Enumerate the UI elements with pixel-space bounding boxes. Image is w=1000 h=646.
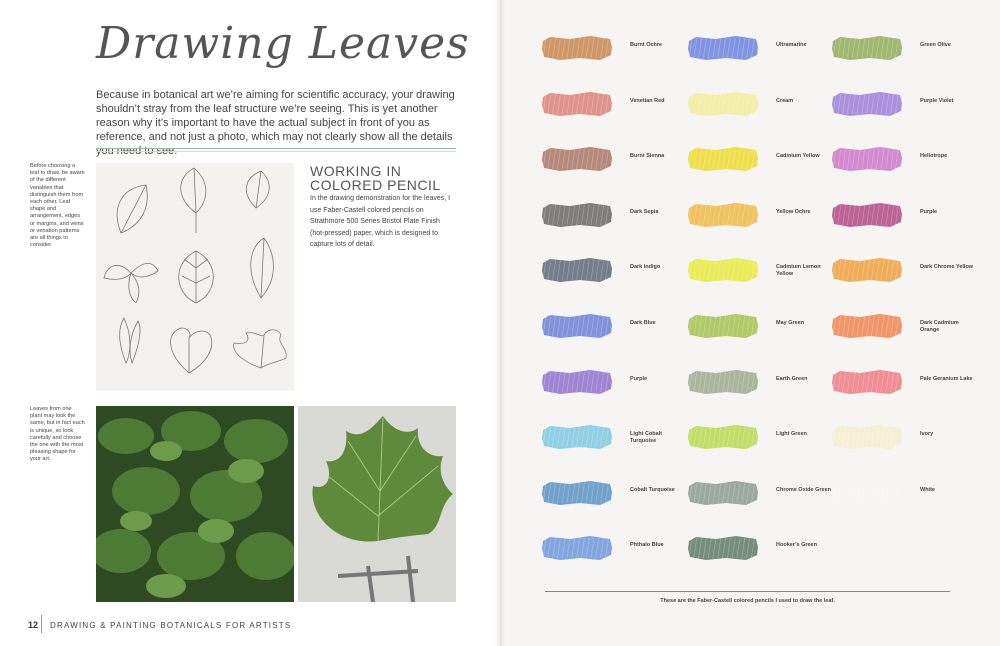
- color-swatch: [540, 424, 614, 450]
- swatch-label: Dark Cadmium Orange: [920, 320, 959, 333]
- color-swatch: [830, 369, 904, 395]
- side-note-variables: Before choosing a leaf to draw, be aware of the different variables that distinguish them from each other. Leaf shape and arrangement, edges or margins, and veins or venation patterns are all things to consider.: [30, 163, 85, 249]
- color-swatch: [830, 35, 904, 61]
- color-swatch: [540, 480, 614, 506]
- swatch-label: Dark Indigo: [630, 264, 661, 271]
- swatch-label: White: [920, 486, 935, 493]
- foliage-photo-illustration: [96, 406, 294, 602]
- swatch-stroke: [686, 35, 760, 61]
- swatch-label: Cobalt Turquoise: [630, 486, 675, 493]
- swatch-stroke: [830, 146, 904, 172]
- leaf-sketches-illustration: [96, 163, 294, 391]
- divider-rule: [96, 148, 456, 149]
- swatch-label: Light Cobalt Turquoise: [630, 431, 663, 444]
- swatch-label: May Green: [776, 320, 805, 326]
- color-swatch: [540, 535, 614, 561]
- swatch-stroke: [686, 202, 760, 228]
- footer-separator: [41, 615, 42, 633]
- swatch-stroke: [830, 313, 904, 339]
- swatch-stroke: [830, 91, 904, 117]
- swatch-label: Purple Violet: [920, 97, 954, 104]
- color-swatch: [830, 91, 904, 117]
- swatch-stroke: [540, 535, 614, 561]
- color-swatch: [540, 313, 614, 339]
- working-body: In the drawing demonstration for the leaves, I use Faber-Castell colored pencils on Strathmore 500 Series Bristol Plate Finish (hot-pressed) paper, which is designed to capture lots of detail.: [310, 195, 451, 248]
- swatch-label: Chrome Oxide Green: [776, 486, 832, 493]
- color-swatch: [686, 313, 760, 339]
- working-heading: WORKING IN COLORED PENCIL: [310, 163, 441, 193]
- page-number: 12: [28, 620, 39, 630]
- swatch-stroke: [686, 369, 760, 395]
- swatch-stroke: [686, 91, 760, 117]
- color-swatch: [830, 202, 904, 228]
- swatch-label: Purple: [920, 208, 938, 215]
- color-swatch: [540, 91, 614, 117]
- color-swatch: [686, 424, 760, 450]
- swatch-label: Light Green: [776, 431, 807, 438]
- swatch-label: Earth Green: [776, 375, 808, 382]
- color-swatch: [540, 369, 614, 395]
- color-swatch: [686, 535, 760, 561]
- swatch-stroke: [830, 369, 904, 395]
- swatch-caption: These are the Faber-Castell colored pencils I used to draw the leaf.: [660, 598, 835, 604]
- color-swatch: [830, 313, 904, 339]
- page-gutter: [495, 0, 505, 646]
- swatch-label: Cream: [776, 97, 794, 104]
- swatch-label: Cadmium Yellow: [776, 153, 820, 160]
- swatch-label: Green Olive: [920, 42, 951, 48]
- swatch-stroke: [540, 35, 614, 61]
- color-swatch: [686, 35, 760, 61]
- swatch-label: Yellow Ochre: [776, 208, 811, 215]
- swatch-stroke: [540, 369, 614, 395]
- color-swatch: [686, 257, 760, 283]
- color-swatch: [540, 257, 614, 283]
- single-leaf-illustration: [298, 406, 456, 602]
- color-swatch: [686, 91, 760, 117]
- swatch-stroke: [830, 202, 904, 228]
- swatch-stroke: [686, 424, 760, 450]
- color-swatch: [540, 35, 614, 61]
- swatch-label: Burnt Ochre: [630, 42, 663, 48]
- swatch-stroke: [540, 424, 614, 450]
- swatch-stroke: [830, 480, 904, 506]
- color-swatch: [686, 369, 760, 395]
- color-swatch: [540, 202, 614, 228]
- swatch-stroke: [540, 202, 614, 228]
- running-head: DRAWING & PAINTING BOTANICALS FOR ARTISTS: [50, 621, 292, 630]
- swatch-stroke: [540, 480, 614, 506]
- intro-paragraph: Because in botanical art we’re aiming for scientific accuracy, your drawing shouldn’t stray from the leaf structure we’re seeing. This is yet another reason why it’s important to have the actual subject in front of you as reference, and not just a photo, which may not clearly show all the details you need to see.: [96, 89, 455, 157]
- chart-rule: [545, 591, 950, 592]
- swatch-label: Pale Geranium Lake: [920, 375, 973, 382]
- page-title: Drawing Leaves: [96, 18, 470, 69]
- swatch-stroke: [686, 480, 760, 506]
- color-swatch: [686, 146, 760, 172]
- divider-rule-secondary: [96, 151, 456, 152]
- side-note-unique: Leaves from one plant may look the same, but in fact each is unique, so look carefully and choose the one with the most pleasing shape for your art.: [30, 406, 85, 463]
- swatch-label: Phthalo Blue: [630, 542, 664, 549]
- color-swatch: [830, 146, 904, 172]
- single-leaf-photo: [298, 406, 456, 602]
- swatch-stroke: [540, 146, 614, 172]
- swatch-label: Ivory: [920, 431, 934, 438]
- swatch-label: Dark Chrome Yellow: [920, 264, 974, 271]
- swatch-label: Heliotrope: [920, 153, 948, 160]
- swatch-label: Purple: [630, 375, 648, 382]
- swatch-label: Cadmium Lemon Yellow: [776, 264, 821, 278]
- swatch-stroke: [540, 257, 614, 283]
- swatch-label: Ultramarine: [776, 42, 807, 48]
- swatch-stroke: [540, 91, 614, 117]
- color-swatch: [686, 202, 760, 228]
- color-swatch: [830, 257, 904, 283]
- color-swatch: [830, 480, 904, 506]
- swatch-label: Venetian Red: [630, 97, 665, 104]
- swatch-stroke: [830, 424, 904, 450]
- swatch-stroke: [686, 535, 760, 561]
- swatch-stroke: [686, 257, 760, 283]
- swatch-stroke: [830, 257, 904, 283]
- swatch-stroke: [830, 35, 904, 61]
- swatch-stroke: [540, 313, 614, 339]
- color-swatch: [686, 480, 760, 506]
- leaf-plant-photo: [96, 406, 294, 602]
- swatch-stroke: [686, 146, 760, 172]
- swatch-stroke: [686, 313, 760, 339]
- swatch-label: Burnt Sienna: [630, 153, 665, 160]
- color-swatch: [540, 146, 614, 172]
- swatch-label: Hooker’s Green: [776, 542, 817, 549]
- color-swatch: [830, 424, 904, 450]
- swatch-label: Dark Sepia: [630, 208, 659, 215]
- leaf-sketches-image: [96, 163, 294, 391]
- swatch-label: Dark Blue: [630, 320, 656, 326]
